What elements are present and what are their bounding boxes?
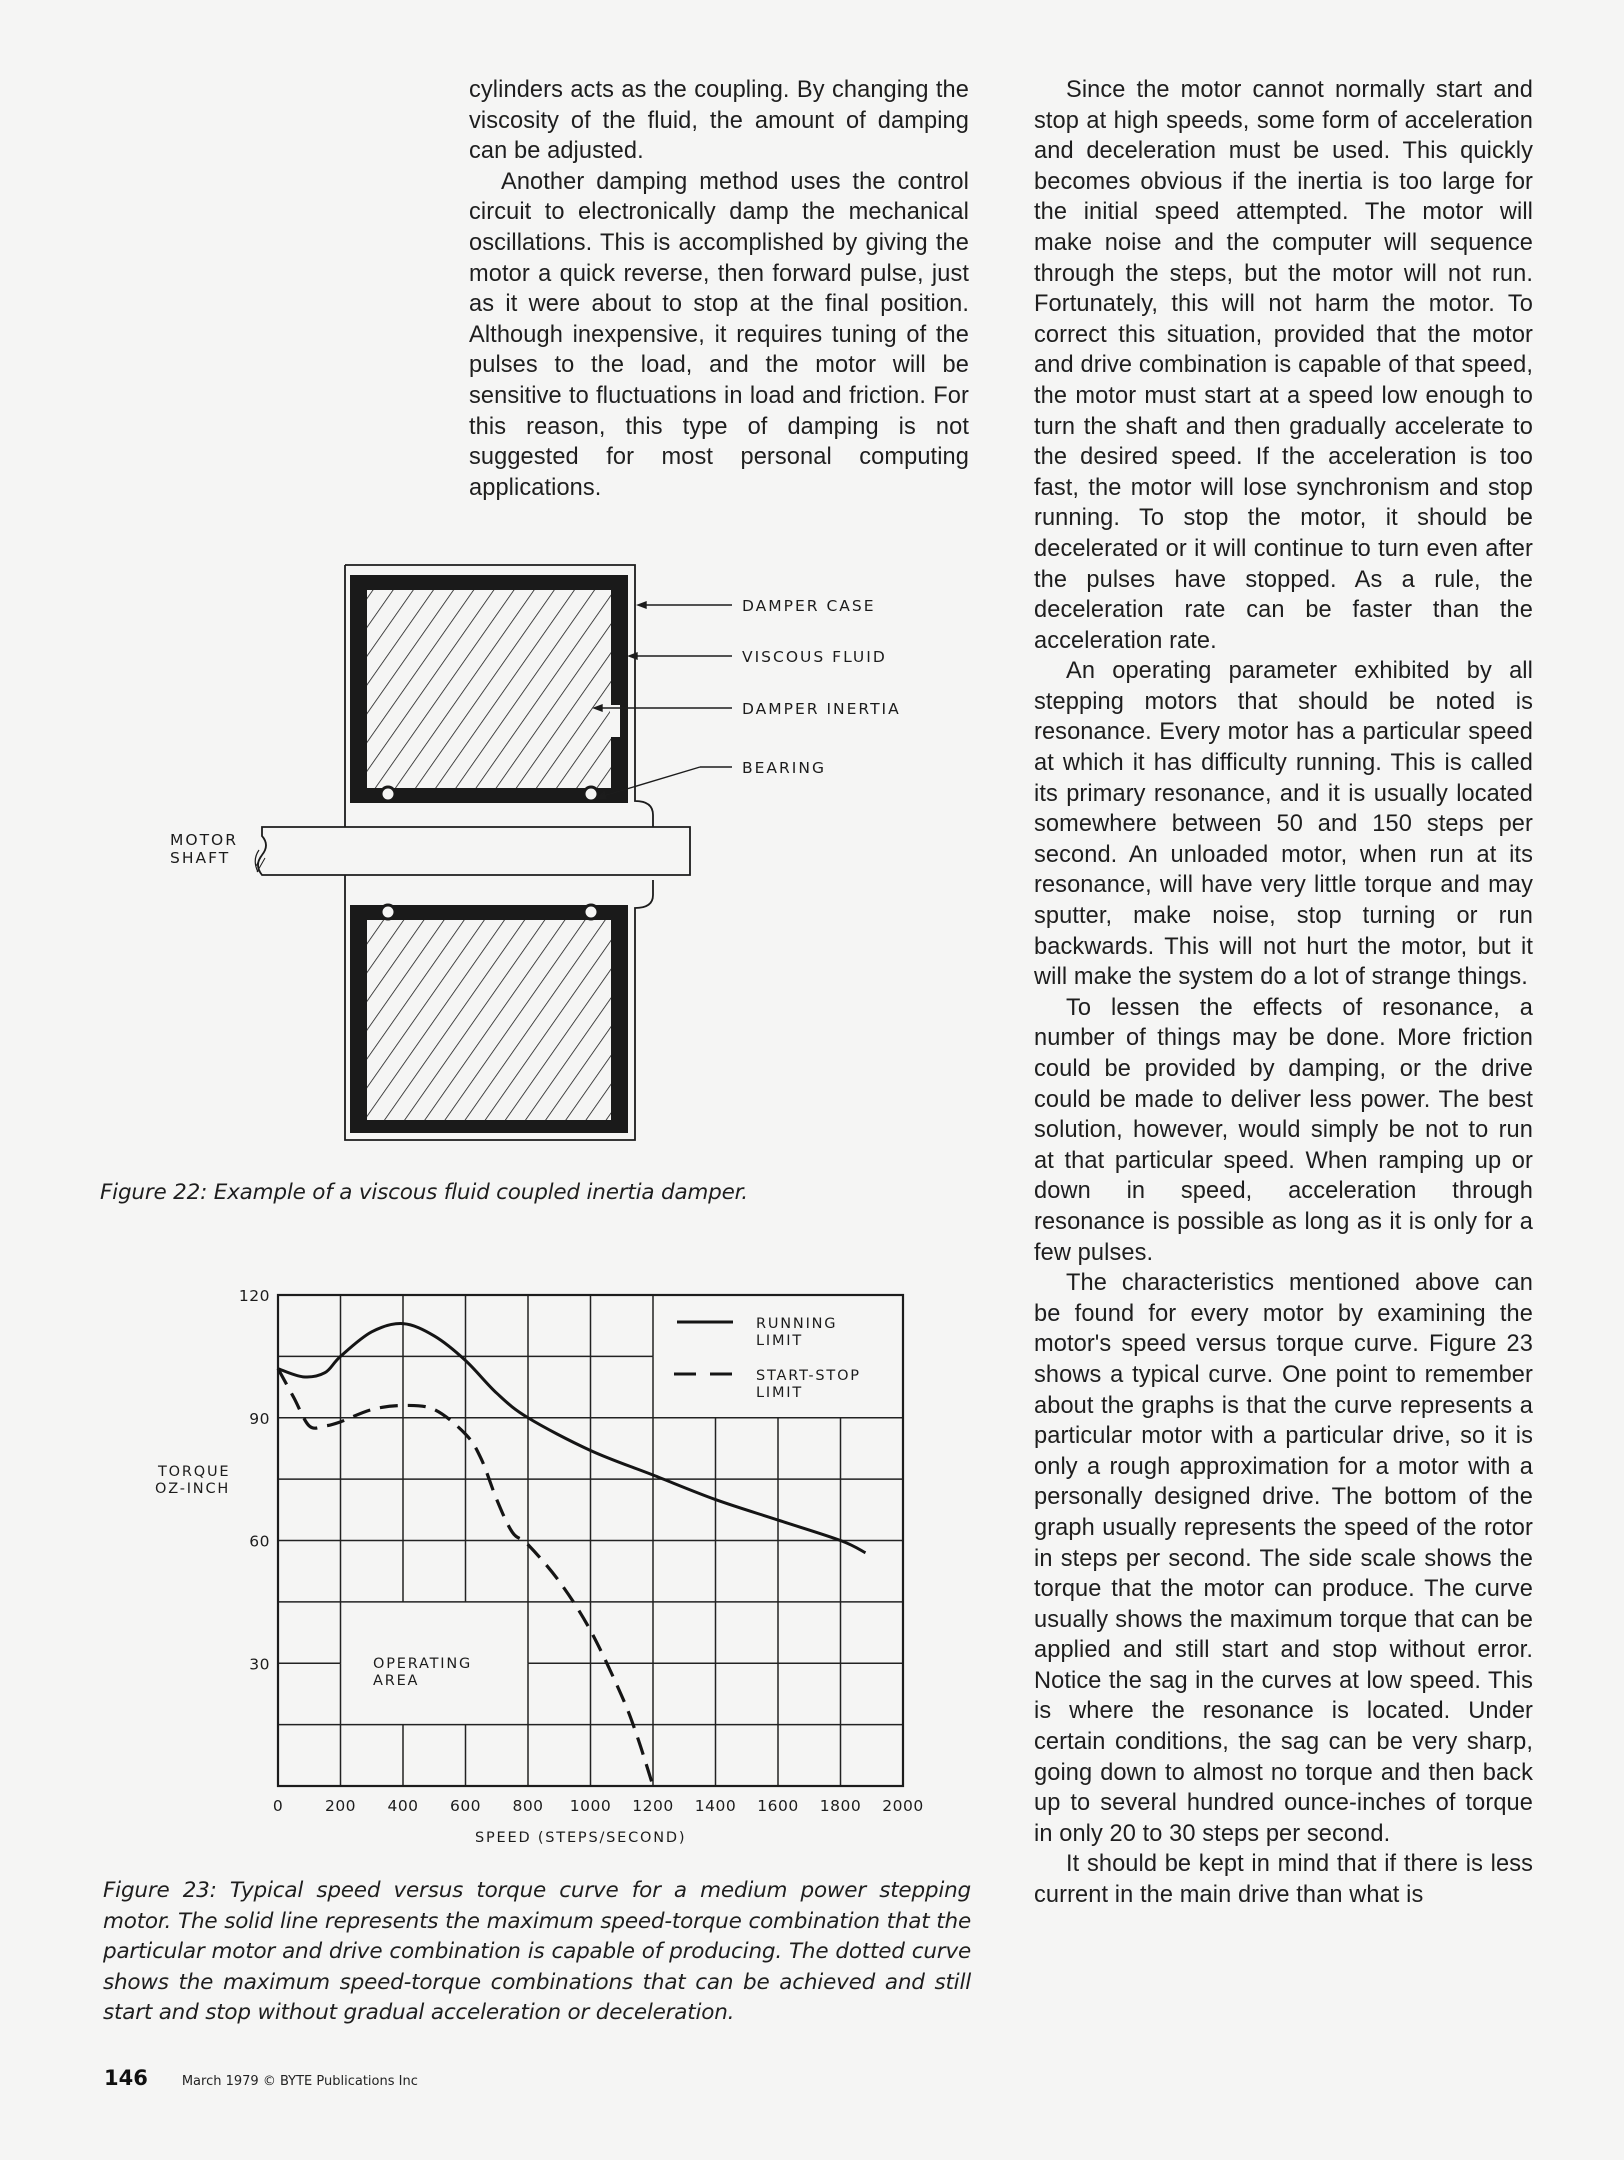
operating-area-label-2: AREA xyxy=(373,1673,420,1689)
x-tick-label: 400 xyxy=(387,1797,419,1815)
legend-running-label-2: LIMIT xyxy=(756,1333,803,1349)
x-tick-label: 2000 xyxy=(882,1797,924,1815)
figure-23-chart xyxy=(150,1280,930,1860)
y-tick-label: 30 xyxy=(249,1655,270,1674)
y-axis-label-2: OZ-INCH xyxy=(155,1481,231,1497)
operating-area-label: OPERATING xyxy=(373,1656,473,1672)
x-tick-label: 1600 xyxy=(757,1797,799,1815)
paragraph: To lessen the effects of resonance, a number of things may be done. More friction could be provided by damping, or the drive could be made to deliver less power. The best solution, however, would simply be not to run at that particular speed. When ramping up or down in speed, acceleration through resonance is possible as long as it is only for a few pulses. xyxy=(1034,994,1533,1266)
x-tick-label: 600 xyxy=(449,1797,482,1815)
page-number: 146 xyxy=(104,2066,148,2090)
motor-shaft xyxy=(255,827,690,875)
damper-inertia-top xyxy=(350,575,628,803)
right-column-text xyxy=(1034,75,1533,1911)
x-tick-label: 1200 xyxy=(632,1797,674,1815)
left-column-text xyxy=(469,75,969,503)
paragraph: cylinders acts as the coupling. By changing the viscosity of the fluid, the amount of damping can be adjusted. xyxy=(469,77,969,165)
footer-copyright: March 1979 © BYTE Publications Inc xyxy=(181,2074,418,2089)
label-motor-shaft-2: SHAFT xyxy=(170,849,231,867)
paragraph: The characteristics mentioned above can be found for every motor by examining the motor's speed versus torque curve. Figure 23 shows a typical curve. One point to remember about the graphs is that the curve represents a particular motor with a particular drive, so it is only a rough approximation for a motor with a personally designed drive. The bottom of the graph usually represents the speed of the rotor in steps per second. The side scale shows the torque that the motor can produce. The curve usually shows the maximum torque that can be applied and still start and stop without error. Notice the sag in the curves at low speed. This is where the resonance is located. Under certain conditions, the sag can be very sharp, going down to almost no torque and then back up to several hundred ounce-inches of torque in only 20 to 30 steps per second. xyxy=(1034,1270,1533,1847)
figure-22-damper-diagram xyxy=(150,555,910,1155)
x-axis-ticks xyxy=(273,1797,924,1815)
x-axis-label: SPEED (STEPS/SECOND) xyxy=(475,1830,687,1846)
x-tick-label: 800 xyxy=(512,1797,544,1815)
x-tick-label: 200 xyxy=(324,1797,357,1815)
legend-startstop-label: START-STOP xyxy=(756,1368,861,1384)
paragraph: An operating parameter exhibited by all stepping motors that should be noted is resonance. Every motor has a particular speed at which it has difficulty running. This is called its primary resonance, and it is usually located somewhere between 50 and 150 steps per second. An unloaded motor, when run at its resonance, will have very little torque and may sputter, make noise, stop turning or run backwards. This will not hurt the motor, but it will make the system do a lot of strange things. xyxy=(1034,658,1533,991)
figure-22-caption: Figure 22: Example of a viscous fluid coupled inertia damper. xyxy=(100,1180,748,1205)
paragraph: Another damping method uses the control circuit to electronically damp the mechanical oscillations. This is accomplished by giving the motor a quick reverse, then forward pulse, just as it were about to stop at the final position. Although inexpensive, it requires tuning of the pulses to the load, and the motor will be sensitive to fluctuations in load and friction. For this reason, this type of damping is not suggested for most personal computing applications. xyxy=(469,168,969,501)
x-tick-label: 1800 xyxy=(819,1797,862,1815)
y-tick-label: 60 xyxy=(249,1532,270,1551)
x-tick-label: 0 xyxy=(272,1797,284,1815)
label-motor-shaft-1: MOTOR xyxy=(170,831,239,849)
figure-23-caption: Figure 23: Typical speed versus torque curve for a medium power stepping motor. The solid line represents the maximum speed-torque combination that the particular motor and drive combination is capable of producing. The dotted curve shows the maximum speed-torque combinations that can be achieved and still start and stop without gradual acceleration or deceleration. xyxy=(103,1878,971,2025)
label-viscous-fluid: VISCOUS FLUID xyxy=(742,648,887,666)
y-axis-label: TORQUE xyxy=(158,1464,231,1480)
x-tick-label: 1400 xyxy=(694,1797,737,1815)
chart-legend xyxy=(674,1316,861,1401)
label-bearing: BEARING xyxy=(742,759,826,777)
y-tick-label: 90 xyxy=(249,1409,270,1428)
y-axis-ticks xyxy=(239,1287,270,1673)
label-damper-inertia: DAMPER INERTIA xyxy=(742,700,901,718)
damper-inertia-bottom xyxy=(350,905,628,1133)
x-tick-label: 1000 xyxy=(569,1797,612,1815)
paragraph: Since the motor cannot normally start and stop at high speeds, some form of acceleration and deceleration must be used. This quickly becomes obvious if the inertia is too large for the initial speed attempted. The motor will make noise and the computer will sequence through the steps, but the motor will not run. Fortunately, this will not harm the motor. To correct this situation, provided that the motor and drive combination is capable of that speed, the motor must start at a speed low enough to turn the shaft and then gradually accelerate to the desired speed. If the acceleration is too fast, the motor will lose synchronism and stop running. To stop the motor, it should be decelerated or it will continue to turn even after the pulses have stopped. As a rule, the deceleration rate can be faster than the acceleration rate. xyxy=(1034,77,1533,654)
page-footer xyxy=(104,2066,418,2090)
legend-running-label: RUNNING xyxy=(756,1316,838,1332)
label-damper-case: DAMPER CASE xyxy=(742,597,876,615)
legend-startstop-label-2: LIMIT xyxy=(756,1385,803,1401)
paragraph: It should be kept in mind that if there is less current in the main drive than what is xyxy=(1034,1851,1533,1909)
y-tick-label: 120 xyxy=(238,1287,270,1305)
